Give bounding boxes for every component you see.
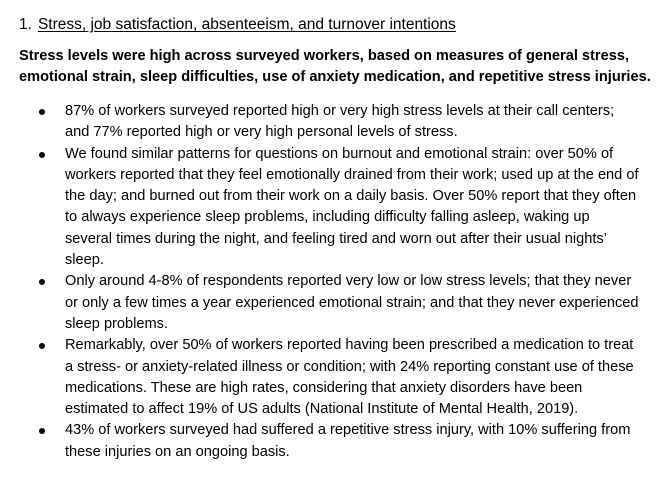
list-item	[0, 271, 640, 335]
bullet-list	[0, 101, 663, 463]
list-item	[0, 420, 640, 463]
list-item-text: 43% of workers surveyed had suffered a repetitive stress injury, with 10% suffering from these injuries on an ongoing basis.	[65, 422, 631, 460]
bullet-dot-icon	[39, 343, 45, 349]
bullet-dot-icon	[39, 279, 45, 285]
list-item-text: Only around 4-8% of respondents reported very low or low stress levels; that they never or only a few times a year experienced emotional strain; and that they never experienced sleep problems.	[65, 273, 639, 332]
list-item	[0, 101, 640, 144]
section-number: 1.	[19, 16, 32, 33]
section-title: Stress, job satisfaction, absenteeism, and turnover intentions	[37, 16, 456, 33]
section-heading	[19, 14, 456, 36]
bullet-dot-icon	[39, 152, 45, 158]
list-item	[0, 144, 640, 272]
bullet-dot-icon	[39, 109, 45, 115]
list-item-text: 87% of workers surveyed reported high or very high stress levels at their call centers; and 77% reported high or very high personal levels of stress.	[65, 103, 615, 141]
list-item-text: Remarkably, over 50% of workers reported having been prescribed a medication to treat a stress- or anxiety-related illness or condition; with 24% reporting constant use of these medications. These are high rates, considering that anxiety disorders have been estimated to affect 19% of US adults (National Institute of Mental Health, 2019).	[65, 337, 634, 418]
list-item-text: We found similar patterns for questions on burnout and emotional strain: over 50% of workers reported that they feel emotionally drained from their work; used up at the end of the day; and burned out from their work on a daily basis. Over 50% report that they often to always experience sleep problems, including difficulty falling asleep, waking up several times during the night, and feeling tired and worn out after their usual nights’ sleep.	[65, 145, 639, 269]
bullet-dot-icon	[39, 428, 45, 434]
intro-paragraph: Stress levels were high across surveyed workers, based on measures of general stress, emotional strain, sleep difficulties, use of anxiety medication, and repetitive stress injuries.	[19, 48, 651, 85]
list-item	[0, 335, 640, 420]
